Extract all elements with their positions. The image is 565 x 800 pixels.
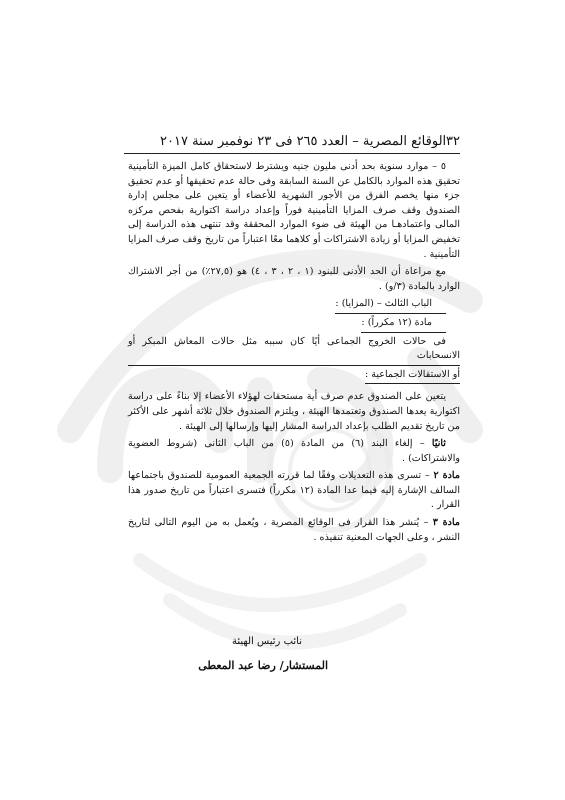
paragraph-group-exit-line2-text: أو الاستقالات الجماعية :	[365, 368, 460, 385]
paragraph-resources: ٥ – موارد سنوية بحد أدنى مليون جنيه ويشترط لاستحقاق كامل الميزة التأمينية تحقيق هذه الموارد بالكامل عن السنة السابقة وفى حالة عدم تحقيقها أو عدم تحقيق جزء منها يخصم الفرق من الأجور الشهرية للأعضاء أو يتعين على مجلس إدارة الصندوق وقف صرف المزايا التأمينية فوراً وإعداد دراسة اكتوارية بفحص مركزه المالى واعتمادهـا من الهيئة فى ضوء الموارد المحققة وقد تنتهى هذه الدراسة إلى تخفيض المزايا أو زيادة الاشتراكات أو كلاهما معًا اعتباراً من تاريخ وقف صرف المزايا التأمينية .	[128, 161, 460, 260]
paragraph-minimum: مع مراعاة أن الحد الأدنى للبنود (١ ، ٢ ، ٣ ، ٤) هو (٢٧,٥٪) من أجر الاشتراك الوارد بالمادة (٣/و) .	[128, 266, 460, 292]
running-title: الوقائع المصرية – العدد ٢٦٥ فى ٢٣ نوفمبر سنة ٢٠١٧	[160, 134, 447, 149]
article-2-text: – تسرى هذه التعديلات وفقًا لما قررته الجمعية العمومية للصندوق باجتماعها السالف الإشارة إليه فيما عدا المادة (١٢ مكرراً) فتسرى اعتباراً من تاريخ صدور هذا القرار .	[128, 470, 460, 511]
paragraph-group-exit-line2	[128, 368, 460, 385]
signatory-title: نائب رئيس الهيئة	[232, 636, 302, 647]
chapter-heading	[128, 297, 460, 314]
signature-block	[128, 636, 328, 672]
paragraph-group-exit-line1: فى حالات الخروج الجماعى أيًا كان سببه مثل حالات المعاش المبكر أو الانسحابات	[128, 335, 460, 366]
article-3	[128, 516, 460, 545]
header-divider	[124, 153, 460, 154]
article-2-label: مادة ٢	[433, 470, 460, 482]
signatory-name: المستشار/ رضا عبد المعطى	[198, 659, 328, 672]
article-3-text: – يُنشر هذا القرار فى الوقائع المصرية ، ويُعمل به من اليوم التالى لتاريخ النشر ، وعلى الجهات المعنية تنفيذه .	[128, 517, 460, 543]
article-2	[128, 469, 460, 513]
paragraph-actuarial-study: يتعين على الصندوق عدم صرف أية مستحقات لهؤلاء الأعضاء إلا بناءً على دراسة اكتوارية يعدها الصندوق وتعتمدها الهيئة ، ويلتزم الصندوق خلال ثلاثة أشهر على الأكثر من تاريخ تقديم الطلب بإعداد الدراسة المشار إليها وإرسالها إلى الهيئة .	[128, 391, 460, 432]
article-heading-text: مادة (١٢ مكرراً) :	[361, 316, 446, 333]
page-number: ٣٢	[446, 134, 460, 149]
second-label: ثانيًا	[431, 438, 446, 450]
paragraph-second	[128, 437, 460, 466]
document-body	[128, 160, 460, 548]
second-text: – إلغاء البند (٦) من المادة (٥) من الباب الثانى (شروط العضوية والاشتراكات) .	[128, 438, 460, 464]
chapter-heading-text: الباب الثالث – (المزايا) :	[335, 297, 446, 314]
article-heading	[128, 316, 460, 333]
article-3-label: مادة ٣	[432, 517, 460, 529]
